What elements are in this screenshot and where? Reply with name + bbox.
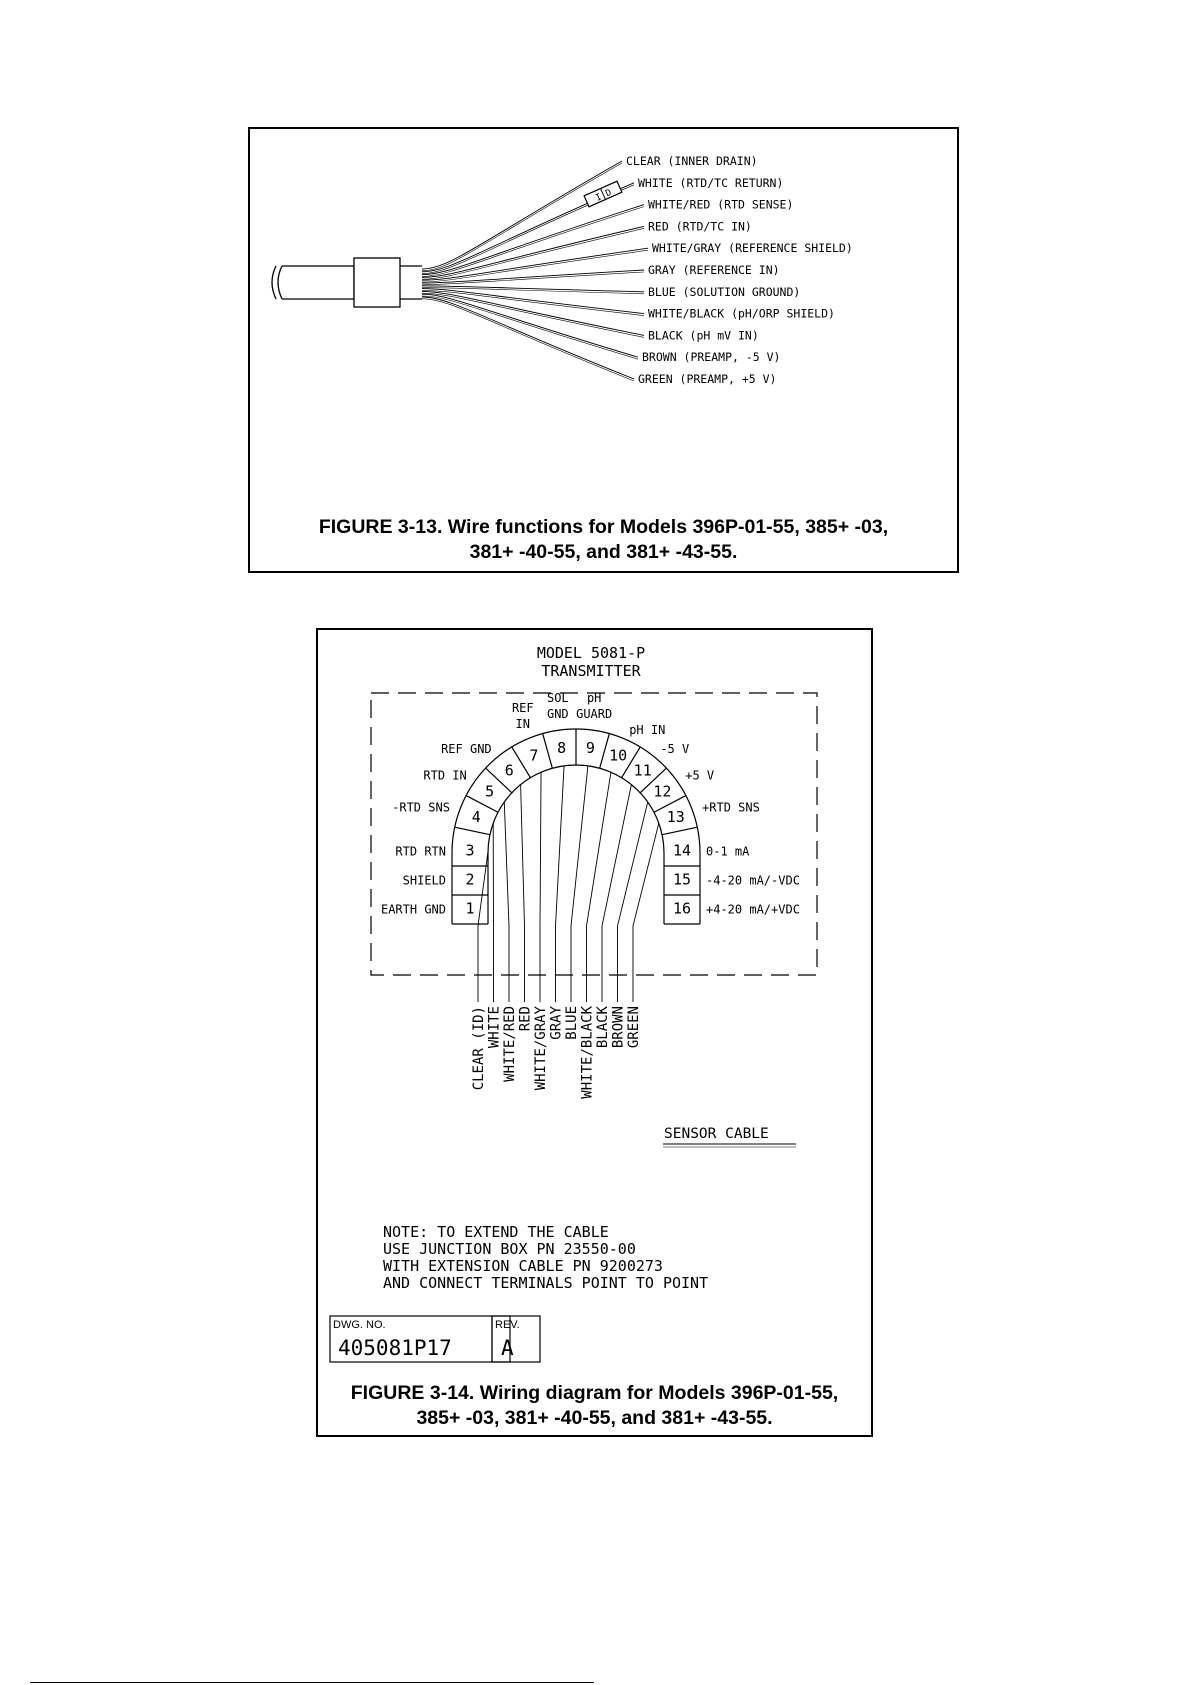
wire-edge-5 (422, 272, 644, 285)
figure-3-14-caption (318, 1381, 871, 1431)
terminal-number: 13 (666, 808, 685, 827)
wire-5 (422, 270, 644, 283)
terminal-wire (521, 785, 525, 1002)
terminal-number: 14 (672, 841, 692, 860)
terminal-number: 10 (609, 746, 628, 765)
terminal-number: 8 (557, 738, 567, 757)
cable-wire-label: GREEN (626, 1006, 642, 1049)
terminal-wire (478, 852, 488, 1003)
terminal-label-line-2: IN (515, 717, 531, 732)
terminal-label: -5 V (660, 741, 690, 756)
wire-label: GRAY (REFERENCE IN) (648, 263, 780, 277)
terminal-labels (381, 691, 800, 917)
cable-wire-label: WHITE/BLACK (579, 1006, 596, 1099)
rev-value: A (501, 1336, 514, 1360)
wire-label: WHITE/BLACK (pH/ORP SHIELD) (648, 306, 835, 321)
wire-0 (422, 161, 622, 269)
note-line-1: NOTE: TO EXTEND THE CABLE (383, 1223, 609, 1241)
terminal-label: -4-20 mA/-VDC (706, 873, 800, 888)
transmitter-title-line-2: TRANSMITTER (541, 662, 641, 680)
terminal-number: 11 (633, 761, 652, 780)
wire-label: BLUE (SOLUTION GROUND) (648, 284, 801, 299)
cable-drawing (250, 129, 961, 575)
terminal-label-line-1: REF (511, 701, 534, 716)
resistor-label: I D (594, 187, 614, 204)
rev-label: REV. (495, 1319, 520, 1331)
terminal-number: 12 (653, 782, 672, 801)
cable-wire-label: GRAY (548, 1006, 565, 1040)
terminal-number: 1 (465, 899, 475, 918)
cable-wire-label: WHITE/GRAY (533, 1006, 549, 1091)
terminal-label: RTD RTN (395, 844, 446, 859)
wire-label: WHITE (RTD/TC RETURN) (638, 175, 784, 190)
wiring-diagram (318, 630, 875, 1439)
wire-labels (626, 154, 853, 386)
figure-3-14 (316, 628, 873, 1437)
cable-wire-label: BROWN (610, 1006, 627, 1049)
terminal-number: 2 (465, 870, 475, 889)
wire-label: BROWN (PREAMP, -5 V) (642, 350, 781, 365)
footer-rule (30, 1682, 594, 1683)
terminal-number: 5 (485, 782, 495, 801)
terminal-label-line-2: GND (546, 707, 569, 722)
terminal-wire (540, 772, 541, 1002)
terminal-label: pH IN (629, 723, 666, 738)
terminal-label-line-1: SOL (546, 691, 569, 706)
note-block (383, 1223, 708, 1292)
transmitter-boundary (371, 693, 817, 975)
cable-wire-labels (471, 1005, 642, 1098)
terminal-label-line-2: GUARD (576, 707, 613, 722)
terminal-label: -RTD SNS (392, 800, 450, 815)
terminal-strip (452, 729, 700, 924)
terminal-number: 6 (504, 761, 514, 780)
terminal-label: +4-20 mA/+VDC (706, 902, 800, 917)
terminal-label: REF GND (441, 741, 492, 756)
dwg-no-label: DWG. NO. (333, 1319, 386, 1331)
sensor-cable-label: SENSOR CABLE (664, 1126, 769, 1142)
terminal-number: 15 (672, 870, 692, 889)
wire-label: RED (RTD/TC IN) (648, 219, 752, 234)
terminal-label-line-1: pH (586, 691, 602, 706)
note-line-2: USE JUNCTION BOX PN 23550-00 (383, 1240, 636, 1258)
cable-jacket (272, 258, 422, 307)
terminal-label: RTD IN (423, 768, 467, 783)
cable-wire-label: BLACK (595, 1006, 611, 1049)
note-line-3: WITH EXTENSION CABLE PN 9200273 (383, 1257, 663, 1275)
wire-label: GREEN (PREAMP, +5 V) (638, 372, 777, 386)
caption-line-2: 381+ -40-55, and 381+ -43-55. (469, 541, 738, 563)
wire-label: WHITE/GRAY (REFERENCE SHIELD) (652, 241, 853, 256)
figure-3-13-caption (250, 515, 957, 565)
terminal-label: 0-1 mA (706, 844, 750, 859)
terminal-wire (571, 766, 588, 1002)
terminal-number: 4 (471, 808, 481, 827)
terminal-label: EARTH GND (380, 902, 446, 917)
terminal-wire (556, 766, 565, 1002)
terminal-wire (587, 772, 611, 1002)
terminal-wire (602, 785, 631, 1002)
wire-8 (422, 291, 644, 335)
wire-label: WHITE/RED (RTD SENSE) (648, 197, 794, 212)
cable-wire-label: WHITE/RED (502, 1006, 518, 1082)
wire-label: BLACK (pH mV IN) (648, 328, 759, 343)
cable-wire-label: WHITE (486, 1006, 503, 1049)
figure-3-13 (248, 127, 959, 573)
cable-wire-label: CLEAR (ID) (471, 1006, 487, 1091)
terminal-wire (504, 802, 509, 1002)
wire-edge-0 (422, 163, 622, 271)
drawing-number-block (330, 1316, 520, 1362)
terminal-number: 3 (465, 841, 475, 860)
cable-wire-label: BLUE (564, 1006, 580, 1040)
caption-line-2: 385+ -03, 381+ -40-55, and 381+ -43-55. (416, 1407, 773, 1429)
wire-10 (422, 297, 634, 379)
terminal-number: 7 (529, 746, 539, 765)
cable-wire-label: RED (517, 1006, 534, 1032)
wire-label: CLEAR (INNER DRAIN) (626, 154, 758, 168)
terminal-number: 9 (585, 738, 595, 757)
terminal-number: 16 (672, 899, 692, 918)
note-line-4: AND CONNECT TERMINALS POINT TO POINT (383, 1274, 709, 1292)
transmitter-title-line-1: MODEL 5081-P (536, 644, 646, 662)
caption-line-1: FIGURE 3-13. Wire functions for Models 396P-01-55, 385+ -03, (318, 516, 889, 538)
terminal-label: +RTD SNS (702, 800, 760, 815)
terminal-label: +5 V (685, 768, 715, 783)
wire-7 (422, 289, 644, 314)
terminal-label: SHIELD (402, 873, 446, 888)
caption-line-1: FIGURE 3-14. Wiring diagram for Models 396P-01-55, (350, 1382, 839, 1404)
id-resistor-icon (584, 181, 622, 208)
dwg-no-value: 405081P17 (338, 1336, 452, 1360)
